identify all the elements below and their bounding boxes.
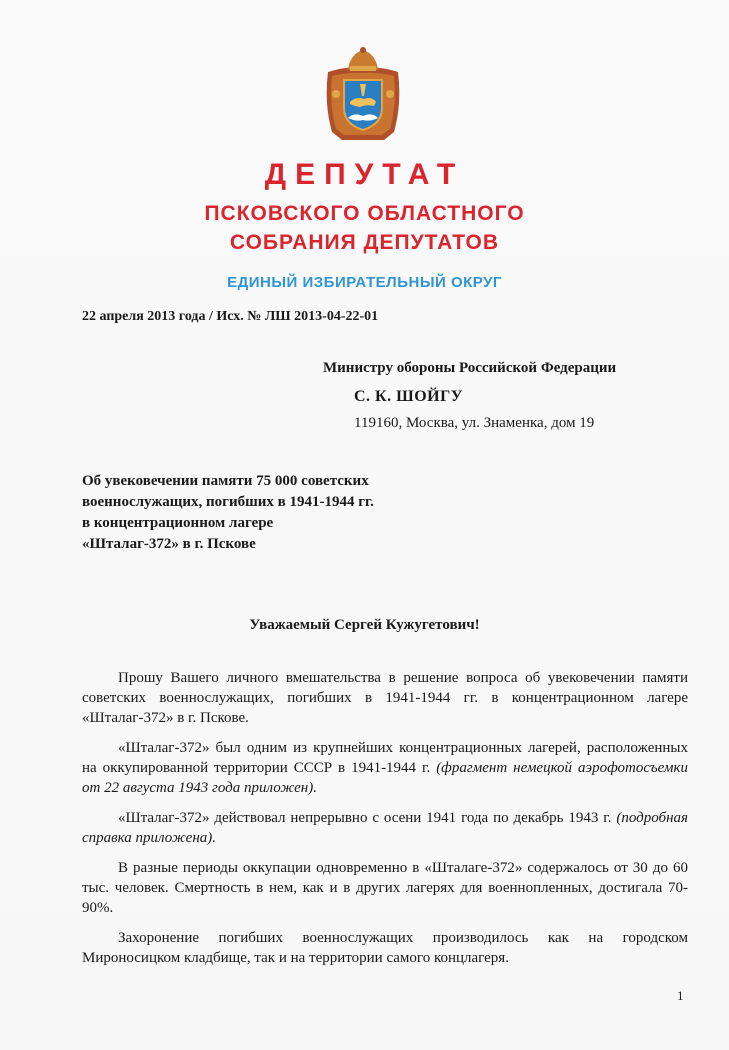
body-paragraph-3 xyxy=(82,808,688,848)
pskov-coat-of-arms-icon xyxy=(320,44,406,144)
letter-body xyxy=(82,668,688,978)
addressee-name: С. К. ШОЙГУ xyxy=(354,388,464,405)
subject-line: «Шталаг-372» в г. Пскове xyxy=(82,536,256,552)
body-paragraph-4: В разные периоды оккупации одновременно в «Шталаге-372» содержалось от 30 до 60 тыс. человек. Смертность в нем, как и в других лагерях для военнопленных, достигала 70-90%. xyxy=(82,860,688,916)
paragraph-text: «Шталаг-372» действовал непрерывно с осени 1941 года по декабрь 1943 г. xyxy=(118,810,617,826)
reference-line: 22 апреля 2013 года / Исх. № ЛШ 2013-04-22-01 xyxy=(82,309,379,324)
paragraph-text: «Шталаг-372» был одним из крупнейших концентрационных лагерей, расположенных на оккупированной территории СССР в 1941-1944 г. xyxy=(82,740,688,776)
page-number: 1 xyxy=(677,988,684,1003)
header-title: ДЕПУТАТ xyxy=(264,158,465,191)
addressee-position: Министру обороны Российской Федерации xyxy=(323,360,617,376)
subject-block xyxy=(82,471,374,555)
body-paragraph-5: Захоронение погибших военнослужащих производилось как на городском Мироносицком кладбище, так и на территории самого концлагеря. xyxy=(82,930,688,966)
body-paragraph-2 xyxy=(82,738,688,798)
header-subtitle: ЕДИНЫЙ ИЗБИРАТЕЛЬНЫЙ ОКРУГ xyxy=(227,274,502,291)
header-line-2: СОБРАНИЯ ДЕПУТАТОВ xyxy=(229,231,500,254)
header-line-1: ПСКОВСКОГО ОБЛАСТНОГО xyxy=(204,202,525,225)
subject-line: Об увековечении памяти 75 000 советских xyxy=(82,473,369,489)
paragraph-italic-note: (подробная справка приложена). xyxy=(82,810,688,846)
body-paragraph-1: Прошу Вашего личного вмешательства в решение вопроса об увековечении памяти советских военнослужащих, погибших в 1941-1944 гг. в концентрационном лагере «Шталаг-372» в г. Пскове. xyxy=(82,670,688,726)
addressee-address: 119160, Москва, ул. Знаменка, дом 19 xyxy=(354,415,595,431)
greeting: Уважаемый Сергей Кужугетович! xyxy=(249,617,480,633)
subject-line: в концентрационном лагере xyxy=(82,515,274,531)
paragraph-italic-note: (фрагмент немецкой аэрофотосъемки от 22 августа 1943 года приложен). xyxy=(82,760,689,796)
subject-line: военнослужащих, погибших в 1941-1944 гг. xyxy=(82,494,374,510)
